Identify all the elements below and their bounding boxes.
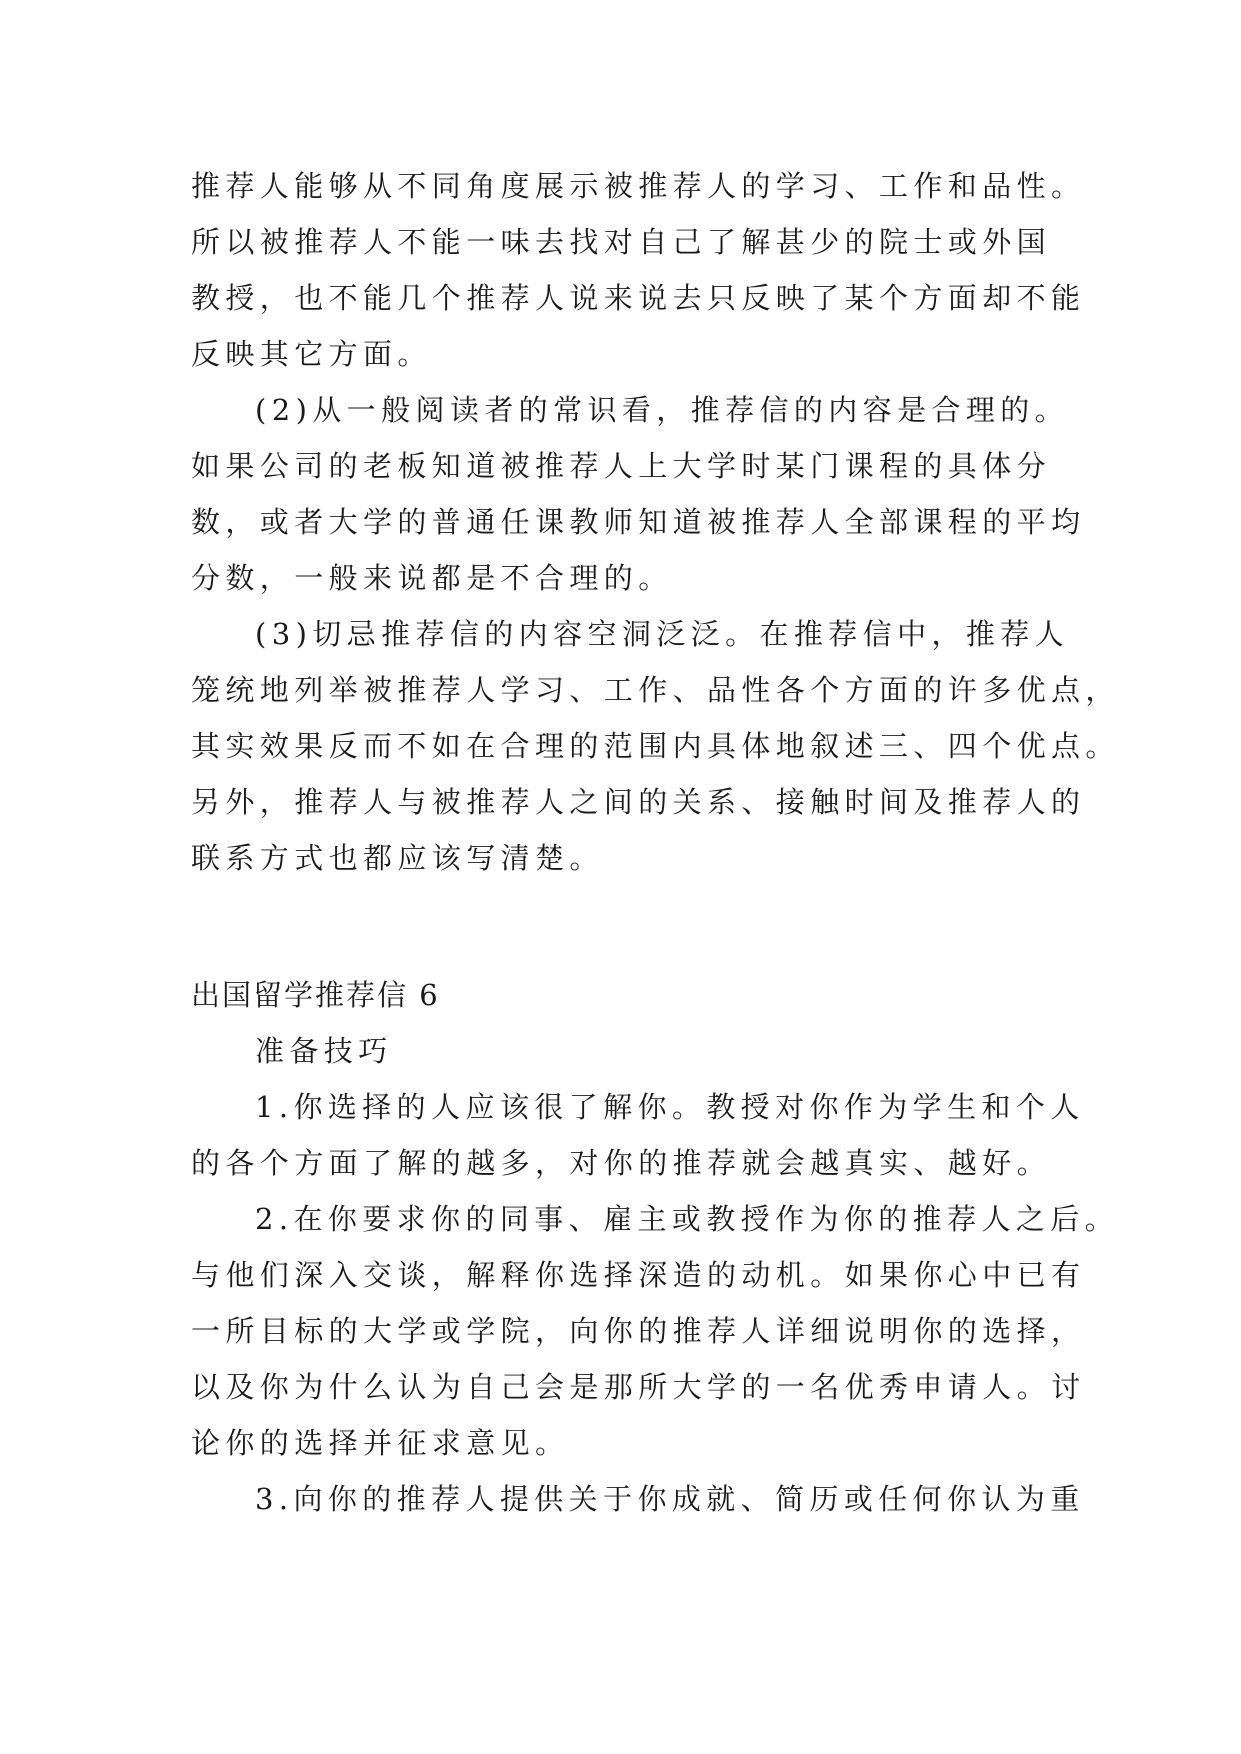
section-heading: 出国留学推荐信 6 bbox=[191, 978, 440, 1012]
paragraph-start: 1.你选择的人应该很了解你。教授对你作为学生和个人 bbox=[255, 1090, 1085, 1124]
text-line: 反映其它方面。 bbox=[191, 337, 432, 371]
text-line: 如果公司的老板知道被推荐人上大学时某门课程的具体分 bbox=[191, 449, 1052, 483]
text-line: 论你的选择并征求意见。 bbox=[191, 1426, 570, 1460]
text-line: 联系方式也都应该写清楚。 bbox=[191, 841, 604, 875]
text-line: 数，或者大学的普通任课教师知道被推荐人全部课程的平均 bbox=[191, 505, 1086, 539]
text-line: 分数，一般来说都是不合理的。 bbox=[191, 561, 673, 595]
text-line: 与他们深入交谈，解释你选择深造的动机。如果你心中已有 bbox=[191, 1258, 1086, 1292]
text-line: 其实效果反而不如在合理的范围内具体地叙述三、四个优点。 bbox=[191, 729, 1120, 763]
text-line: 笼统地列举被推荐人学习、工作、品性各个方面的许多优点， bbox=[191, 673, 1120, 707]
text-line: 推荐人能够从不同角度展示被推荐人的学习、工作和品性。 bbox=[191, 169, 1086, 203]
paragraph-start: 3.向你的推荐人提供关于你成就、简历或任何你认为重 bbox=[255, 1482, 1085, 1516]
paragraph-start: (2)从一般阅读者的常识看，推荐信的内容是合理的。 bbox=[255, 393, 1070, 427]
text-line: 教授，也不能几个推荐人说来说去只反映了某个方面却不能 bbox=[191, 281, 1086, 315]
text-line: 以及你为什么认为自己会是那所大学的一名优秀申请人。讨 bbox=[191, 1370, 1086, 1404]
text-line: 另外，推荐人与被推荐人之间的关系、接触时间及推荐人的 bbox=[191, 785, 1086, 819]
text-line: 的各个方面了解的越多，对你的推荐就会越真实、越好。 bbox=[191, 1146, 1052, 1180]
paragraph-start: 2.在你要求你的同事、雇主或教授作为你的推荐人之后。 bbox=[255, 1202, 1120, 1236]
text-line: 一所目标的大学或学院，向你的推荐人详细说明你的选择， bbox=[191, 1314, 1086, 1348]
paragraph-start: (3)切忌推荐信的内容空洞泛泛。在推荐信中，推荐人 bbox=[255, 617, 1070, 651]
subheading: 准备技巧 bbox=[255, 1034, 393, 1068]
text-line: 所以被推荐人不能一味去找对自己了解甚少的院士或外国 bbox=[191, 225, 1052, 259]
